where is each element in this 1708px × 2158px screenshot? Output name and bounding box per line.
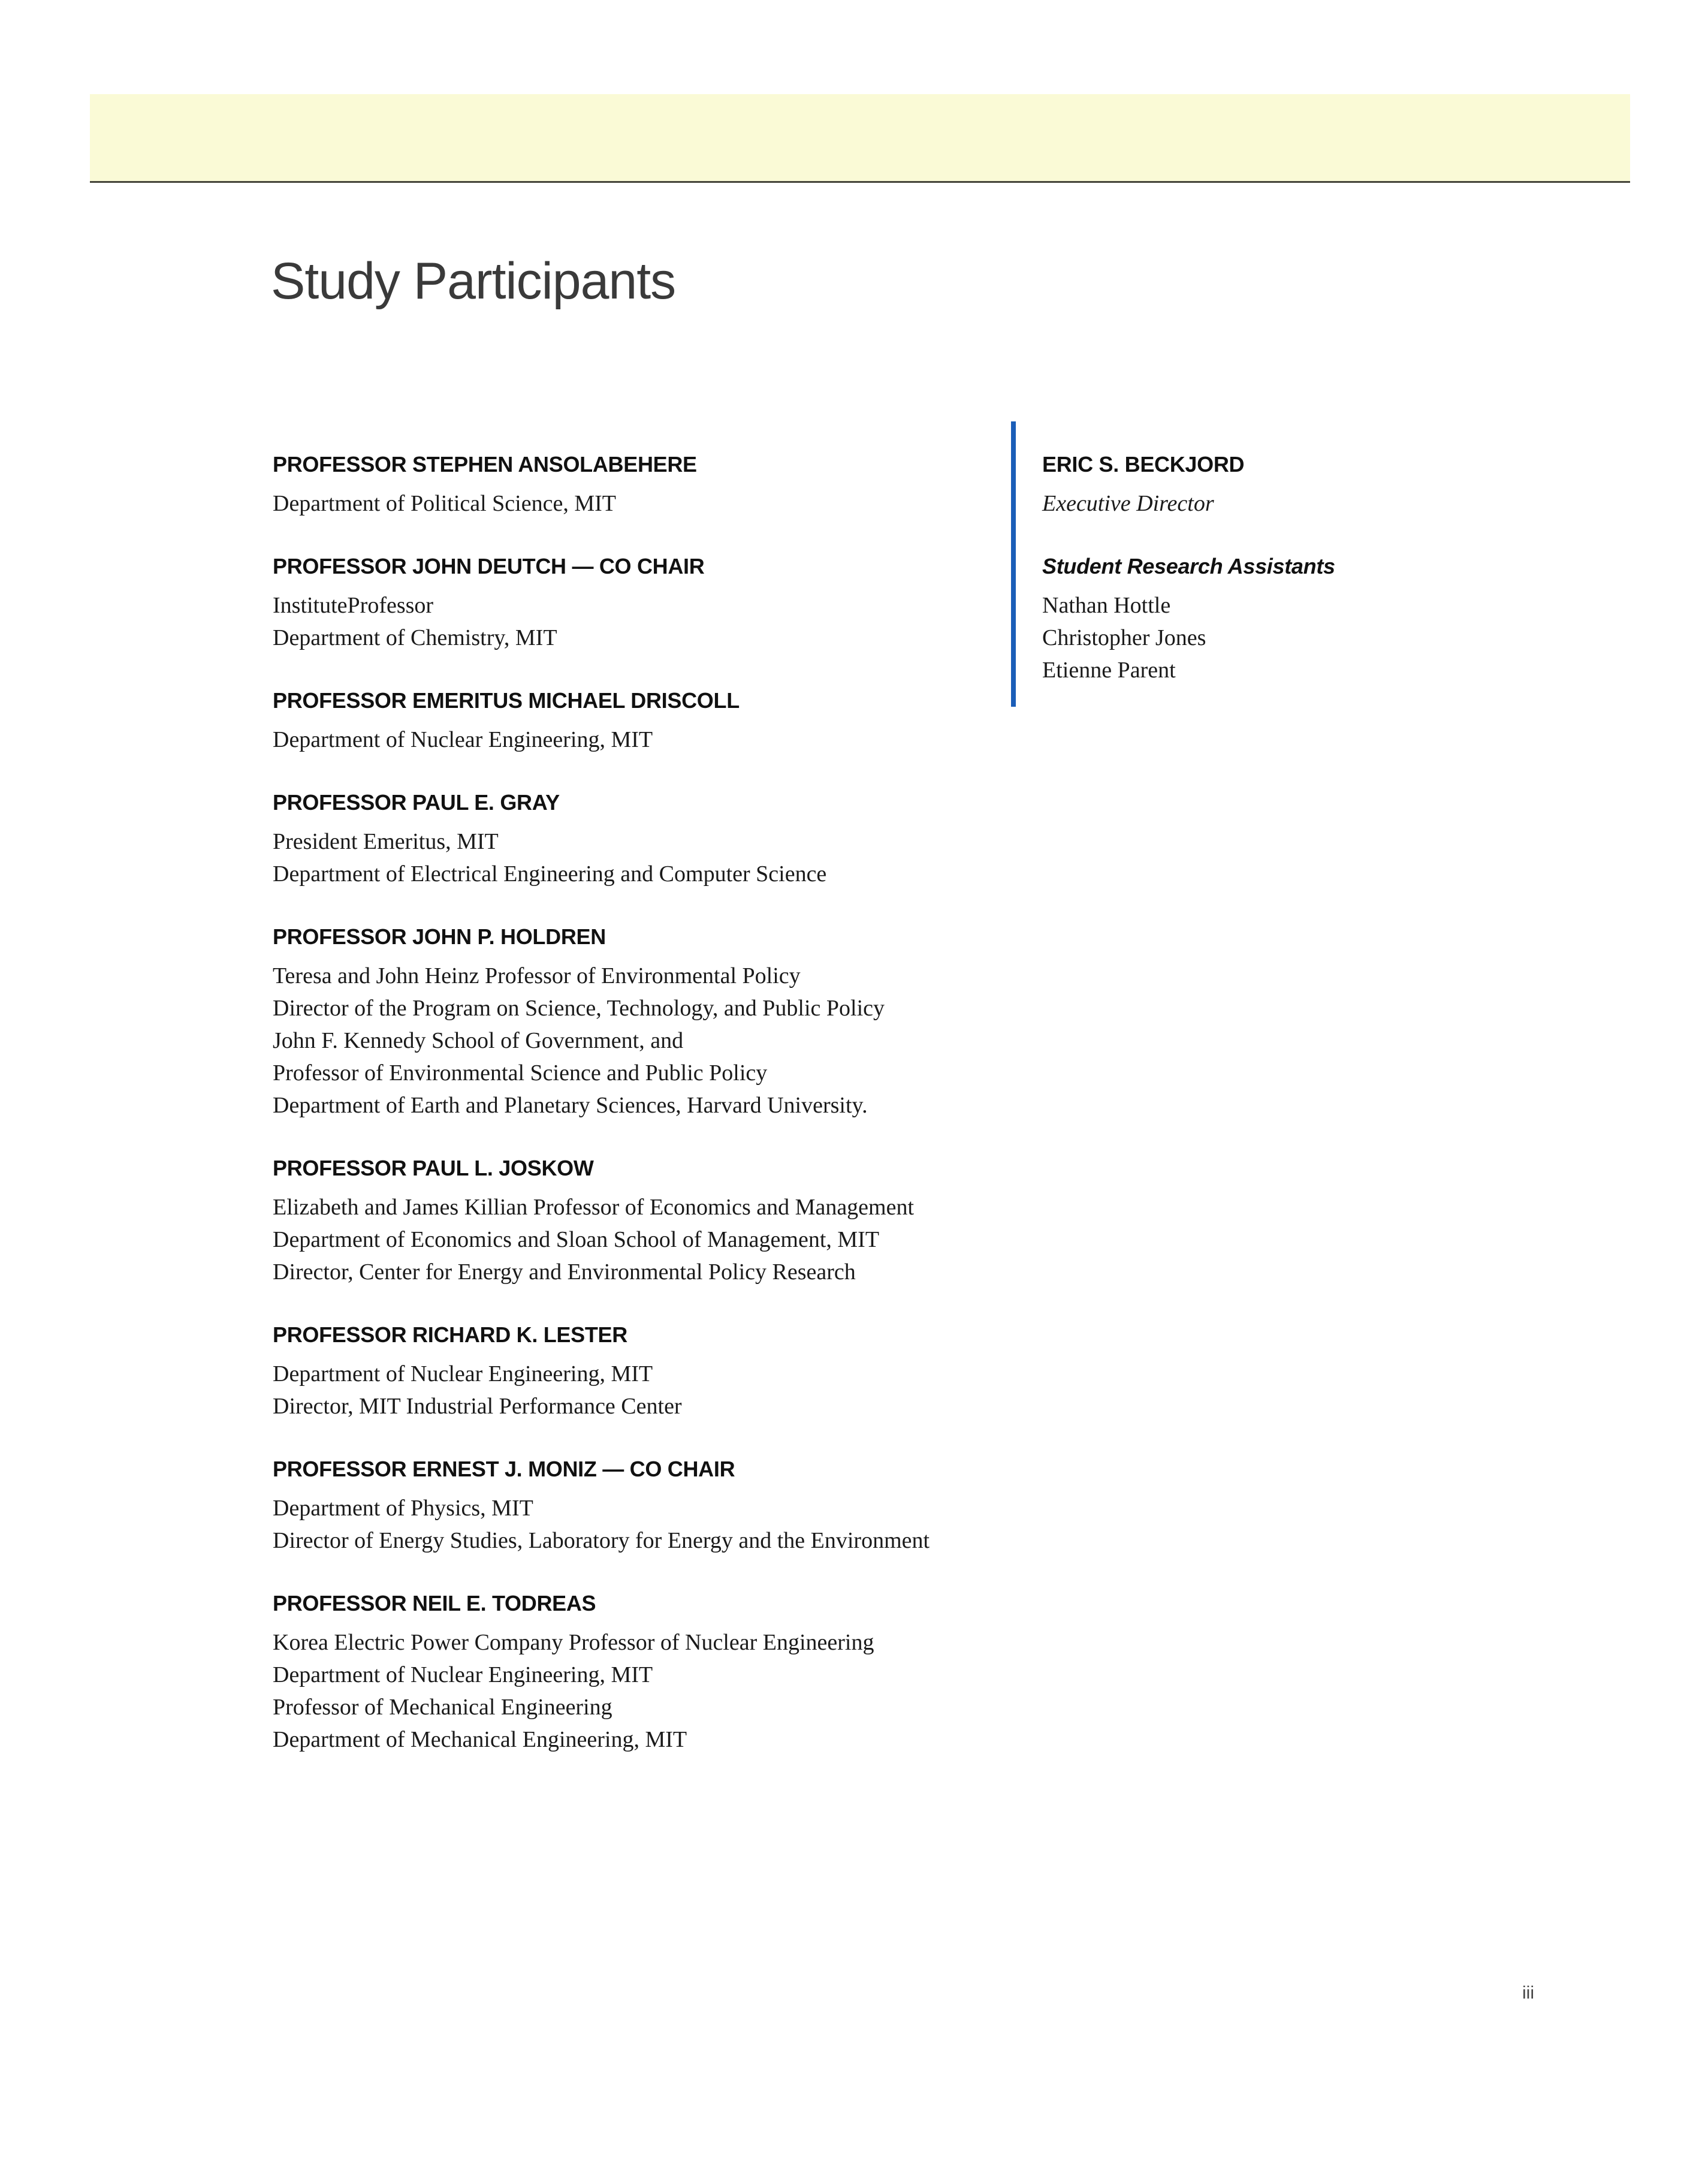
- page-number: iii: [1522, 1983, 1534, 2003]
- participant-detail: Korea Electric Power Company Professor of Nuclear Engineering: [273, 1630, 874, 1655]
- research-assistant-name: Etienne Parent: [1042, 658, 1176, 683]
- participant-detail: Director of the Program on Science, Technology, and Public Policy: [273, 996, 885, 1021]
- participant-detail: InstituteProfessor: [273, 593, 434, 618]
- participant-name: PROFESSOR JOHN DEUTCH — CO CHAIR: [273, 554, 705, 578]
- participant-entry: [273, 1155, 1011, 1288]
- executive-director-name: ERIC S. BECKJORD: [1042, 452, 1245, 477]
- page-title: Study Participants: [271, 252, 676, 310]
- participant-name: PROFESSOR NEIL E. TODREAS: [273, 1591, 596, 1616]
- participant-detail: Department of Economics and Sloan School of Management, MIT: [273, 1227, 880, 1252]
- participant-name: PROFESSOR PAUL E. GRAY: [273, 790, 560, 815]
- research-assistants-heading: Student Research Assistants: [1042, 554, 1335, 578]
- participants-column: [273, 421, 1011, 1756]
- participant-entry: [273, 1590, 1011, 1756]
- participant-name: PROFESSOR STEPHEN ANSOLABEHERE: [273, 452, 697, 477]
- research-assistant-name: Nathan Hottle: [1042, 593, 1171, 618]
- participant-detail: Professor of Mechanical Engineering: [273, 1695, 612, 1720]
- participant-detail: Department of Earth and Planetary Sciences, Harvard University.: [273, 1093, 868, 1118]
- participant-entry: [273, 1456, 1011, 1557]
- participant-detail: Director, Center for Energy and Environmental Policy Research: [273, 1259, 856, 1285]
- participant-entry: [273, 789, 1011, 890]
- participant-detail: Director of Energy Studies, Laboratory for Energy and the Environment: [273, 1528, 930, 1553]
- participant-detail: Department of Chemistry, MIT: [273, 625, 557, 650]
- participant-detail: Director, MIT Industrial Performance Center: [273, 1394, 682, 1419]
- participant-detail: Elizabeth and James Killian Professor of Economics and Management: [273, 1195, 915, 1220]
- participant-name: PROFESSOR JOHN P. HOLDREN: [273, 924, 606, 949]
- participant-detail: President Emeritus, MIT: [273, 829, 499, 854]
- content-columns: [273, 421, 1630, 1756]
- participant-detail: Department of Physics, MIT: [273, 1496, 533, 1521]
- participant-detail: Department of Nuclear Engineering, MIT: [273, 1361, 653, 1387]
- participant-detail: Teresa and John Heinz Professor of Environmental Policy: [273, 963, 801, 988]
- executive-director-title: Executive Director: [1042, 491, 1214, 516]
- participant-name: PROFESSOR EMERITUS MICHAEL DRISCOLL: [273, 688, 740, 713]
- header-band: [90, 94, 1630, 183]
- participant-detail: John F. Kennedy School of Government, and: [273, 1028, 684, 1053]
- participant-detail: Department of Electrical Engineering and Computer Science: [273, 861, 827, 887]
- participant-entry: [273, 553, 1011, 654]
- participant-name: PROFESSOR RICHARD K. LESTER: [273, 1322, 627, 1347]
- executive-director-entry: [1042, 451, 1335, 520]
- participant-name: PROFESSOR PAUL L. JOSKOW: [273, 1156, 594, 1180]
- participant-entry: [273, 688, 1011, 756]
- participant-name: PROFESSOR ERNEST J. MONIZ — CO CHAIR: [273, 1457, 735, 1481]
- participant-detail: Department of Nuclear Engineering, MIT: [273, 727, 653, 752]
- participant-detail: Department of Political Science, MIT: [273, 491, 616, 516]
- staff-column: [1011, 421, 1335, 707]
- research-assistant-name: Christopher Jones: [1042, 625, 1206, 650]
- participant-entry: [273, 924, 1011, 1122]
- participant-entry: [273, 451, 1011, 520]
- participant-entry: [273, 1322, 1011, 1422]
- participant-detail: Professor of Environmental Science and Public Policy: [273, 1060, 768, 1086]
- research-assistants-entry: [1042, 553, 1335, 686]
- participant-detail: Department of Mechanical Engineering, MIT: [273, 1727, 687, 1752]
- participant-detail: Department of Nuclear Engineering, MIT: [273, 1662, 653, 1687]
